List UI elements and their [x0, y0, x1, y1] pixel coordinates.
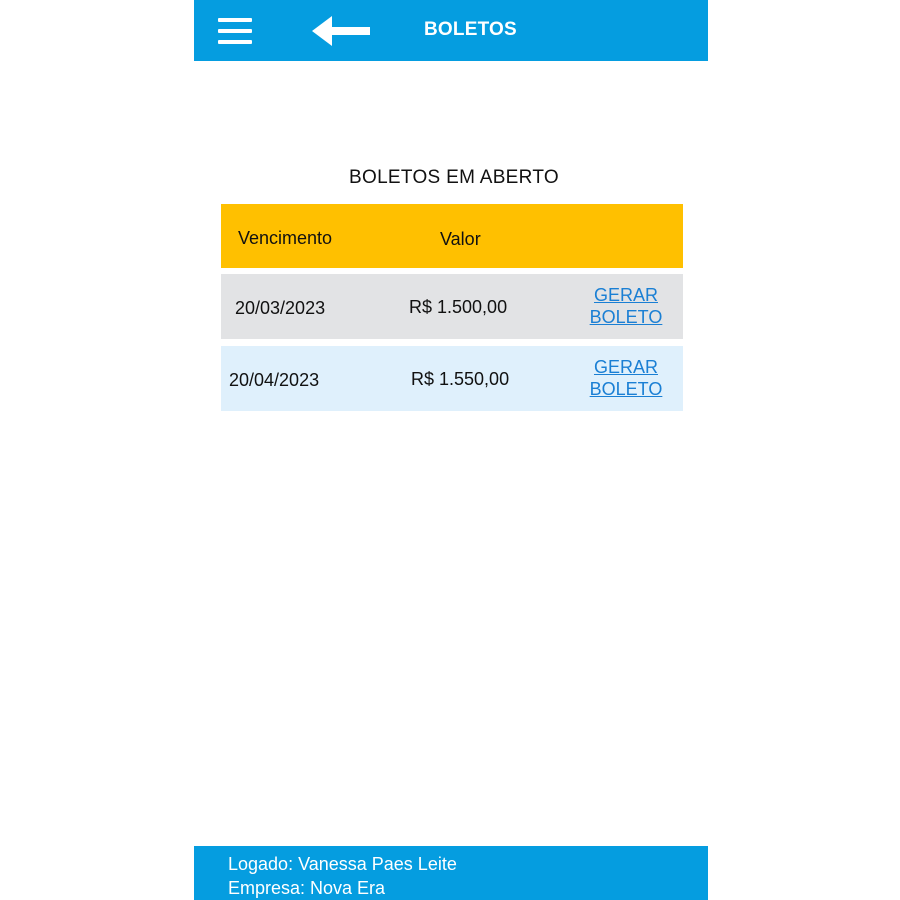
table-row [221, 346, 683, 411]
amount-cell: R$ 1.500,00 [409, 297, 508, 317]
amount-cell: R$ 1.550,00 [411, 369, 510, 389]
hamburger-menu-icon[interactable] [218, 18, 252, 44]
column-header-vencimento: Vencimento [238, 228, 333, 248]
logged-user-text: Logado: Vanessa Paes Leite [228, 854, 457, 874]
company-text: Empresa: Nova Era [228, 878, 386, 898]
footer-bar [194, 846, 708, 900]
arrow-left-icon[interactable] [312, 16, 372, 46]
app-screen [194, 0, 708, 900]
section-title: BOLETOS EM ABERTO [349, 167, 559, 188]
generate-boleto-link[interactable]: GERAR BOLETO [589, 285, 663, 327]
page-title: BOLETOS [424, 19, 517, 40]
generate-boleto-link[interactable]: GERAR BOLETO [589, 357, 663, 399]
table-header [221, 204, 683, 268]
due-date-cell: 20/04/2023 [229, 370, 320, 390]
column-header-valor: Valor [440, 229, 481, 249]
due-date-cell: 20/03/2023 [235, 298, 326, 318]
table-row [221, 274, 683, 339]
top-app-bar [194, 0, 708, 61]
